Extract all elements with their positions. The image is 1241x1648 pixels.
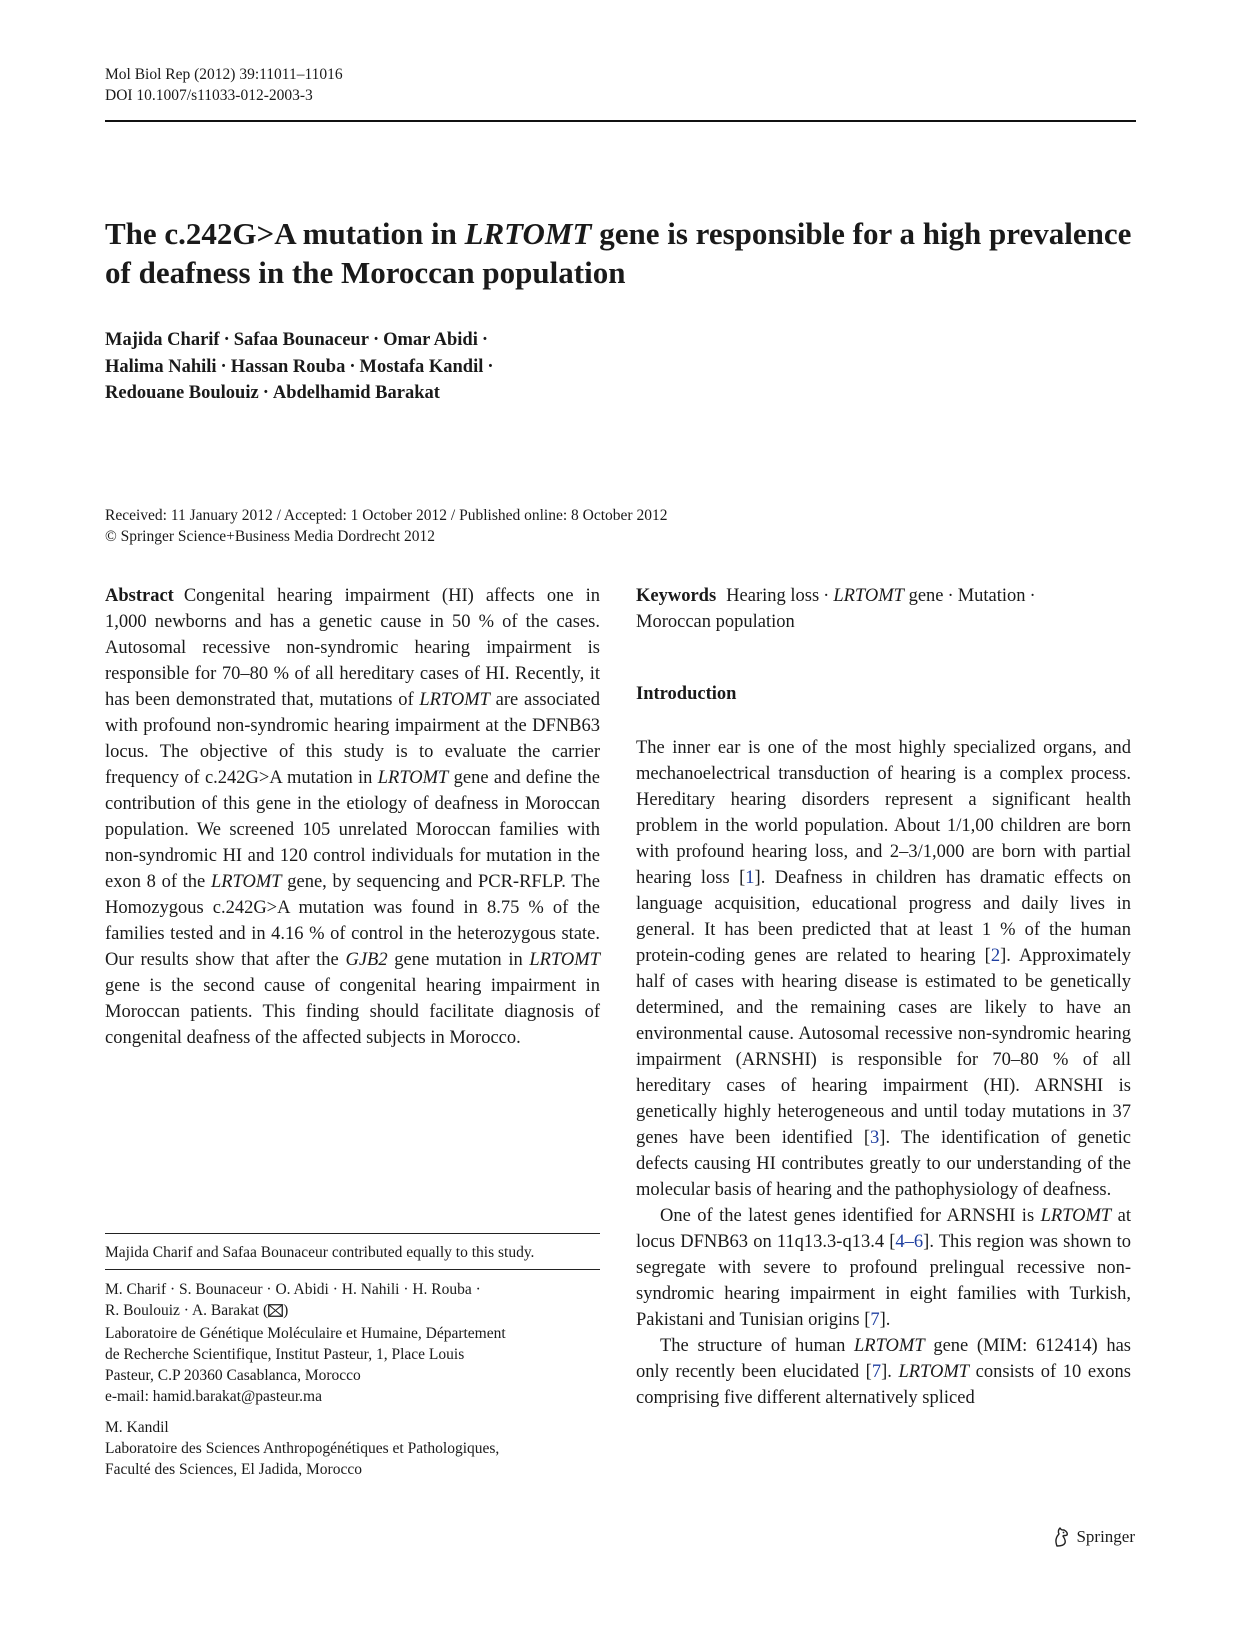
gene-name: LRTOMT xyxy=(377,768,449,788)
footnote-rule xyxy=(105,1233,600,1234)
author: Hassan Rouba xyxy=(230,356,346,377)
title-gene-name: LRTOMT xyxy=(464,216,592,251)
equal-contribution-note: Majida Charif and Safaa Bounaceur contributed equally to this study. xyxy=(105,1244,535,1261)
citation-link[interactable]: 7 xyxy=(871,1362,882,1382)
gene-name: LRTOMT xyxy=(898,1362,970,1382)
author-separator: · xyxy=(262,383,269,403)
keyword: LRTOMT xyxy=(833,586,904,606)
left-column xyxy=(105,583,600,1051)
publisher-logo xyxy=(1051,1526,1135,1548)
corresponding-email[interactable]: e-mail: hamid.barakat@pasteur.ma xyxy=(105,1388,322,1405)
doi: DOI 10.1007/s11033-012-2003-3 xyxy=(105,87,313,104)
affiliation-2: M. Kandil Laboratoire des Sciences Anthropogénétiques et Pathologiques, Faculté des Sciences, El Jadida, Morocco xyxy=(105,1419,500,1478)
author-separator: · xyxy=(372,330,380,350)
author: Omar Abidi xyxy=(383,330,478,350)
received-accepted-line: Received: 11 January 2012 / Accepted: 1 October 2012 / Published online: 8 October 2012 xyxy=(105,507,668,524)
author: Redouane Boulouiz xyxy=(105,383,259,403)
keyword: Moroccan population xyxy=(636,612,795,632)
author: Mostafa Kandil xyxy=(359,356,484,377)
author-separator: · xyxy=(220,356,227,377)
journal-header xyxy=(105,64,343,106)
citation-link[interactable]: 3 xyxy=(870,1128,880,1148)
author: Safaa Bounaceur xyxy=(233,330,369,350)
intro-paragraph: The inner ear is one of the most highly specialized organs, and mechanoelectrical transduction of hearing is a complex process. Hereditary hearing disorders represent a significant health problem in the world population. About 1/1,00 children are born with profound hearing loss, and 2–3/1,000 are born with partial hearing loss [1]. Deafness in children has dramatic effects on language acquisition, educational progress and daily lives in general. It has been predicted that at least 1 % of the human protein-coding genes are related to hearing [2]. Approximately half of cases with hearing disease is estimated to be genetically determined, and the remaining cases are likely to have an environmental cause. Autosomal recessive non-syndromic hearing impairment (ARNSHI) is responsible for 70–80 % of all hereditary cases of hearing impairment (HI). ARNSHI is genetically highly heterogeneous and until today mutations in 37 genes have been identified [3]. The identification of genetic defects causing HI contributes greatly to our understanding of the molecular basis of hearing and the pathophysiology of deafness. xyxy=(636,738,1131,1200)
citation-link[interactable]: 7 xyxy=(870,1310,880,1330)
journal-citation: Mol Biol Rep (2012) 39:11011–11016 xyxy=(105,66,343,83)
author: Majida Charif xyxy=(105,330,220,350)
copyright-line: © Springer Science+Business Media Dordrecht 2012 xyxy=(105,528,436,545)
gene-name: GJB2 xyxy=(345,950,388,970)
right-column xyxy=(636,583,1131,1411)
footnote-rule xyxy=(105,1269,600,1270)
keywords-label: Keywords xyxy=(636,586,717,606)
citation-link[interactable]: 1 xyxy=(745,868,755,888)
author-separator: · xyxy=(481,330,489,350)
intro-paragraph: One of the latest genes identified for ARNSHI is LRTOMT at locus DFNB63 on 11q13.3-q13.4 [4–6]. This region was shown to segregate with severe to profound prelingual recessive non-syndromic hearing impairment in eight families with Turkish, Pakistani and Tunisian origins [7]. xyxy=(636,1206,1131,1330)
affiliation-1: M. Charif · S. Bounaceur · O. Abidi · H. Nahili · H. Rouba · R. Boulouiz · A. Barakat ( ) Laboratoire de Génétique Moléculaire et Humaine, Département de Recherche Scientifique, Institut Pasteur, 1, Place Louis Pasteur, C.P 20360 Casablanca, Morocco e-mail: hamid.barakat@pasteur.ma xyxy=(105,1279,600,1407)
gene-name: LRTOMT xyxy=(529,950,600,970)
keywords: Keywords Hearing loss · LRTOMT gene · Mutation · Moroccan population xyxy=(636,586,1036,632)
paper-title: The c.242G>A mutation in LRTOMT gene is responsible for a high prevalence of deafness in the Moroccan population xyxy=(105,216,1132,290)
gene-name: LRTOMT xyxy=(210,872,282,892)
citation-link[interactable]: 2 xyxy=(990,946,1001,966)
header-rule xyxy=(105,120,1136,122)
abstract: Abstract Congenital hearing impairment (HI) affects one in 1,000 newborns and has a genetic cause in 50 % of the cases. Autosomal recessive non-syndromic hearing impairment is responsible for 70–80 % of all hereditary cases of HI. Recently, it has been demonstrated that, mutations of LRTOMT are associated with profound non-syndromic hearing impairment at the DFNB63 locus. The objective of this study is to evaluate the carrier frequency of c.242G>A mutation in LRTOMT gene and define the contribution of this gene in the etiology of deafness in Moroccan population. We screened 105 unrelated Moroccan families with non-syndromic HI and 120 control individuals for mutation in the exon 8 of the LRTOMT gene, by sequencing and PCR-RFLP. The Homozygous c.242G>A mutation was found in 8.75 % of the families tested and in 4.16 % of control in the heterozygous state. Our results show that after the GJB2 gene mutation in LRTOMT gene is the second cause of congenital hearing impairment in Moroccan patients. This finding should facilitate diagnosis of congenital deafness of the affected subjects in Morocco. xyxy=(105,586,601,1048)
abstract-label: Abstract xyxy=(105,586,174,606)
gene-name: LRTOMT xyxy=(1040,1206,1112,1226)
springer-horse-icon xyxy=(1051,1526,1071,1548)
publication-dates xyxy=(105,505,667,547)
author-separator: · xyxy=(349,356,356,377)
gene-name: LRTOMT xyxy=(854,1336,925,1356)
keyword: Mutation xyxy=(957,586,1026,606)
author-separator: · xyxy=(223,330,230,350)
footnotes xyxy=(105,1233,600,1490)
publisher-name: Springer xyxy=(1076,1527,1135,1546)
gene-name: LRTOMT xyxy=(419,690,490,710)
author: Halima Nahili xyxy=(105,356,217,377)
author: Abdelhamid Barakat xyxy=(272,383,440,403)
citation-link[interactable]: 4–6 xyxy=(895,1232,924,1252)
author-separator: · xyxy=(487,356,494,377)
author-list xyxy=(105,327,498,407)
intro-paragraph: The structure of human LRTOMT gene (MIM: 612414) has only recently been elucidated [7]. LRTOMT consists of 10 exons comprising five different alternatively spliced xyxy=(636,1336,1131,1408)
envelope-icon xyxy=(268,1302,283,1323)
introduction-heading: Introduction xyxy=(636,684,737,704)
keyword: Hearing loss xyxy=(726,586,820,606)
